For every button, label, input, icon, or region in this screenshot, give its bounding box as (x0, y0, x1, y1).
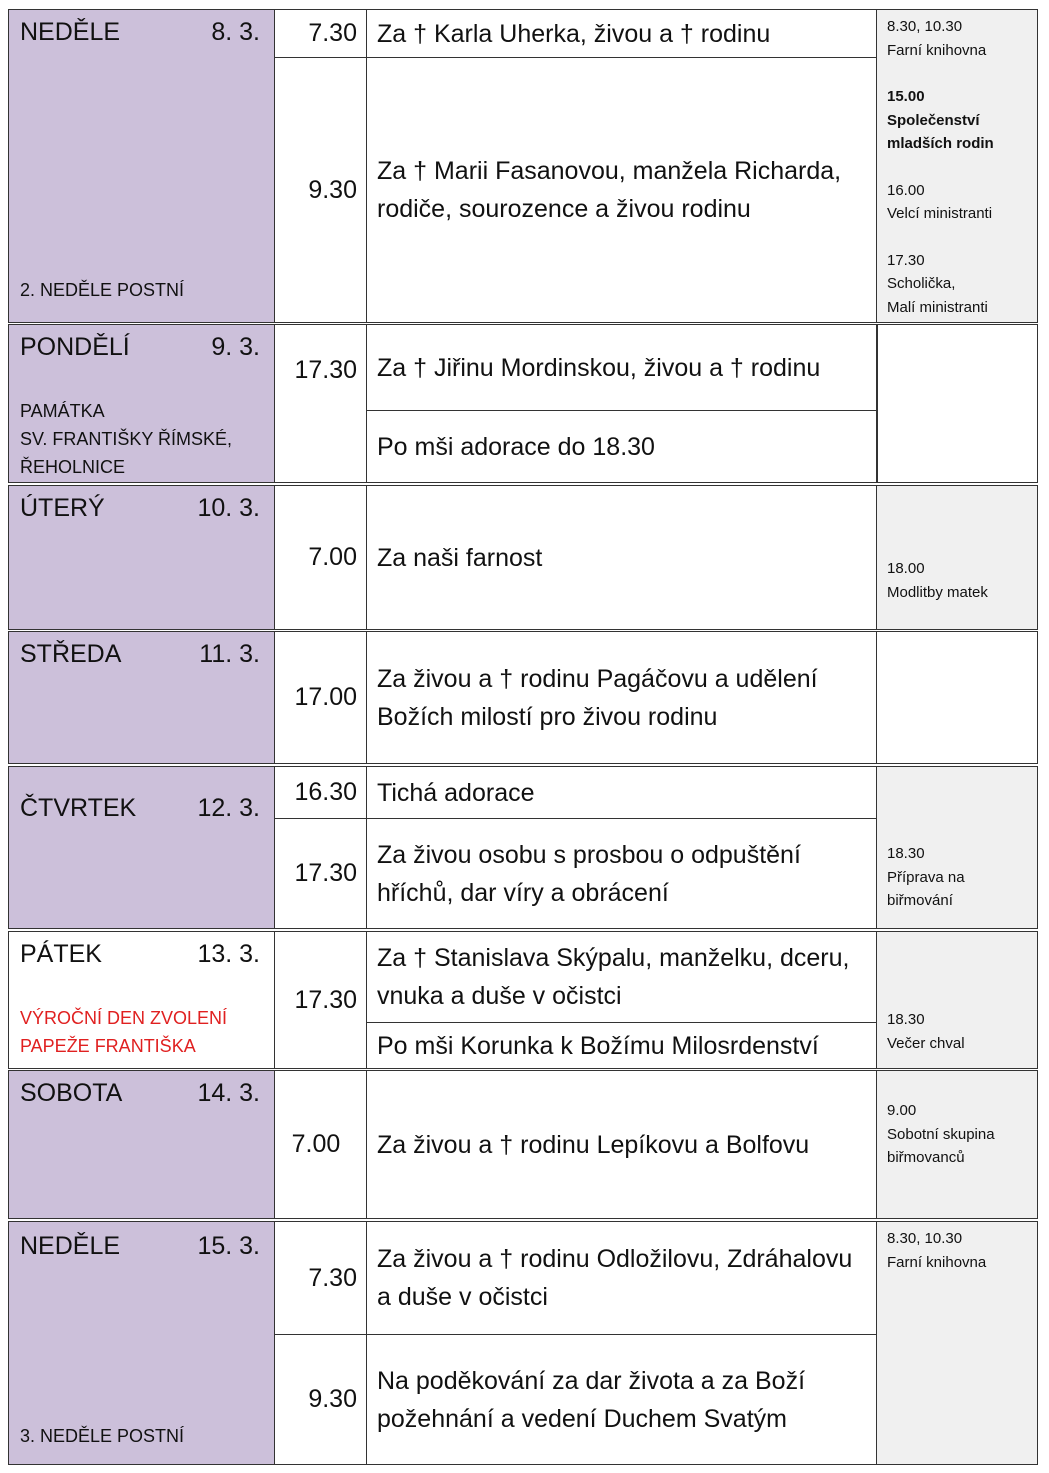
notes-cell (877, 767, 1037, 928)
mass-intention: Na poděkování za dar života a za Boží požehnání a vedení Duchem Svatým (367, 1334, 877, 1464)
day-block-monday (8, 324, 1038, 483)
day-block-sunday-8 (8, 9, 1038, 323)
note-text: Modlitby matek (887, 583, 988, 601)
day-block-saturday (8, 1070, 1038, 1219)
note-text: Společenství mladších rodin (887, 111, 994, 152)
note (887, 15, 1037, 62)
mass-intention: Za živou osobu s prosbou o odpuštění hříchů, dar víry a obrácení (367, 818, 877, 928)
mass-time: 17.30 (275, 325, 367, 482)
day-name: ČTVRTEK (20, 794, 137, 822)
day-subtitle (20, 397, 232, 481)
mass-time: 17.30 (275, 818, 367, 928)
day-block-thursday (8, 766, 1038, 929)
notes-cell (877, 1071, 1037, 1218)
mass-intention: Za † Karla Uherka, živou a † rodinu (367, 10, 877, 57)
day-name: SOBOTA (20, 1079, 123, 1107)
day-name: PÁTEK (20, 940, 102, 968)
day-date: 10. 3. (197, 494, 260, 522)
day-subtitle-line: ŘEHOLNICE (20, 457, 126, 477)
day-date: 8. 3. (211, 18, 260, 46)
mass-time: 17.30 (275, 932, 367, 1068)
note-time: 9.00 (887, 1102, 917, 1119)
note-text: Farní knihovna (887, 41, 987, 59)
mass-intention: Za † Marii Fasanovou, manžela Richarda, rodiče, sourozence a živou rodinu (367, 57, 877, 322)
note-text: biřmování (887, 892, 953, 909)
day-date: 11. 3. (199, 640, 260, 668)
day-subtitle (20, 1004, 227, 1060)
note-time: 8.30, 10.30 (887, 18, 963, 35)
day-subtitle-line: VÝROČNÍ DEN ZVOLENÍ (20, 1008, 228, 1028)
day-name: STŘEDA (20, 640, 122, 668)
notes-cell (877, 932, 1037, 1068)
note-text: Scholička, (887, 275, 956, 292)
note-text: biřmovanců (887, 1149, 965, 1166)
extra-info: Po mši adorace do 18.30 (367, 410, 877, 482)
mass-intention: Za živou a † rodinu Pagáčovu a udělení Božích milostí pro živou rodinu (367, 632, 877, 763)
mass-time: 7.30 (275, 10, 367, 57)
note (887, 179, 1037, 226)
day-date: 15. 3. (197, 1232, 260, 1260)
day-cell (9, 632, 275, 763)
day-date: 12. 3. (197, 794, 260, 822)
day-cell (9, 1222, 275, 1464)
note-time: 8.30, 10.30 (887, 1230, 963, 1247)
note-time: 17.30 (887, 251, 925, 269)
day-cell (9, 1071, 275, 1218)
notes-cell (877, 325, 1037, 482)
notes-cell (877, 1222, 1037, 1464)
note-time: 18.30 (887, 1011, 925, 1028)
mass-intention: Za naši farnost (367, 486, 877, 629)
day-subtitle-line: PAPEŽE FRANTIŠKA (20, 1036, 196, 1056)
mass-time: 7.30 (275, 1222, 367, 1334)
mass-time: 9.30 (275, 57, 367, 322)
day-cell (9, 932, 275, 1068)
note-text: Příprava na (887, 868, 965, 886)
day-cell (9, 325, 275, 482)
notes-cell (877, 486, 1037, 629)
mass-time: 16.30 (275, 767, 367, 818)
note-time: 16.00 (887, 181, 925, 199)
note-time: 18.00 (887, 560, 925, 577)
note-text: Večer chval (887, 1034, 965, 1052)
mass-time: 9.30 (275, 1334, 367, 1464)
day-block-wednesday (8, 631, 1038, 764)
note-time: 18.30 (887, 845, 925, 862)
mass-time: 17.00 (275, 632, 367, 763)
note (887, 85, 1037, 156)
note-text: Malí ministranti (887, 298, 988, 316)
mass-intention: Za † Jiřinu Mordinskou, živou a † rodinu (367, 325, 877, 410)
mass-intention: Tichá adorace (367, 767, 877, 818)
note-text: Sobotní skupina (887, 1125, 995, 1143)
day-cell (9, 486, 275, 629)
day-subtitle-line: PAMÁTKA (20, 401, 105, 421)
day-name: ÚTERÝ (20, 494, 105, 522)
note-text: Velcí ministranti (887, 205, 993, 222)
day-name: PONDĚLÍ (20, 333, 130, 361)
note-text: Farní knihovna (887, 1253, 987, 1271)
day-name: NEDĚLE (20, 18, 121, 46)
day-cell (9, 10, 275, 322)
mass-intention: Za † Stanislava Skýpalu, manželku, dceru, vnuka a duše v očistci (367, 932, 877, 1022)
day-subtitle-line: SV. FRANTIŠKY ŘÍMSKÉ, (20, 429, 233, 449)
notes-cell (877, 10, 1037, 322)
day-block-friday (8, 931, 1038, 1069)
note (887, 249, 1037, 320)
day-subtitle: 2. NEDĚLE POSTNÍ (20, 280, 185, 300)
day-block-tuesday (8, 485, 1038, 630)
day-date: 9. 3. (211, 333, 260, 361)
day-subtitle: 3. NEDĚLE POSTNÍ (20, 1426, 185, 1446)
extra-info: Po mši Korunka k Božímu Milosrdenství (367, 1022, 877, 1068)
mass-time: 7.00 (275, 486, 367, 629)
day-date: 14. 3. (197, 1079, 260, 1107)
day-block-sunday-15 (8, 1221, 1038, 1465)
day-cell (9, 767, 275, 928)
mass-intention: Za živou a † rodinu Lepíkovu a Bolfovu (367, 1071, 877, 1218)
day-name: NEDĚLE (20, 1232, 121, 1260)
mass-intention: Za živou a † rodinu Odložilovu, Zdráhalovu a duše v očistci (367, 1222, 877, 1334)
day-date: 13. 3. (197, 940, 260, 968)
note-time: 15.00 (887, 88, 925, 105)
notes-cell (877, 632, 1037, 763)
mass-time: 7.00 (275, 1071, 367, 1218)
